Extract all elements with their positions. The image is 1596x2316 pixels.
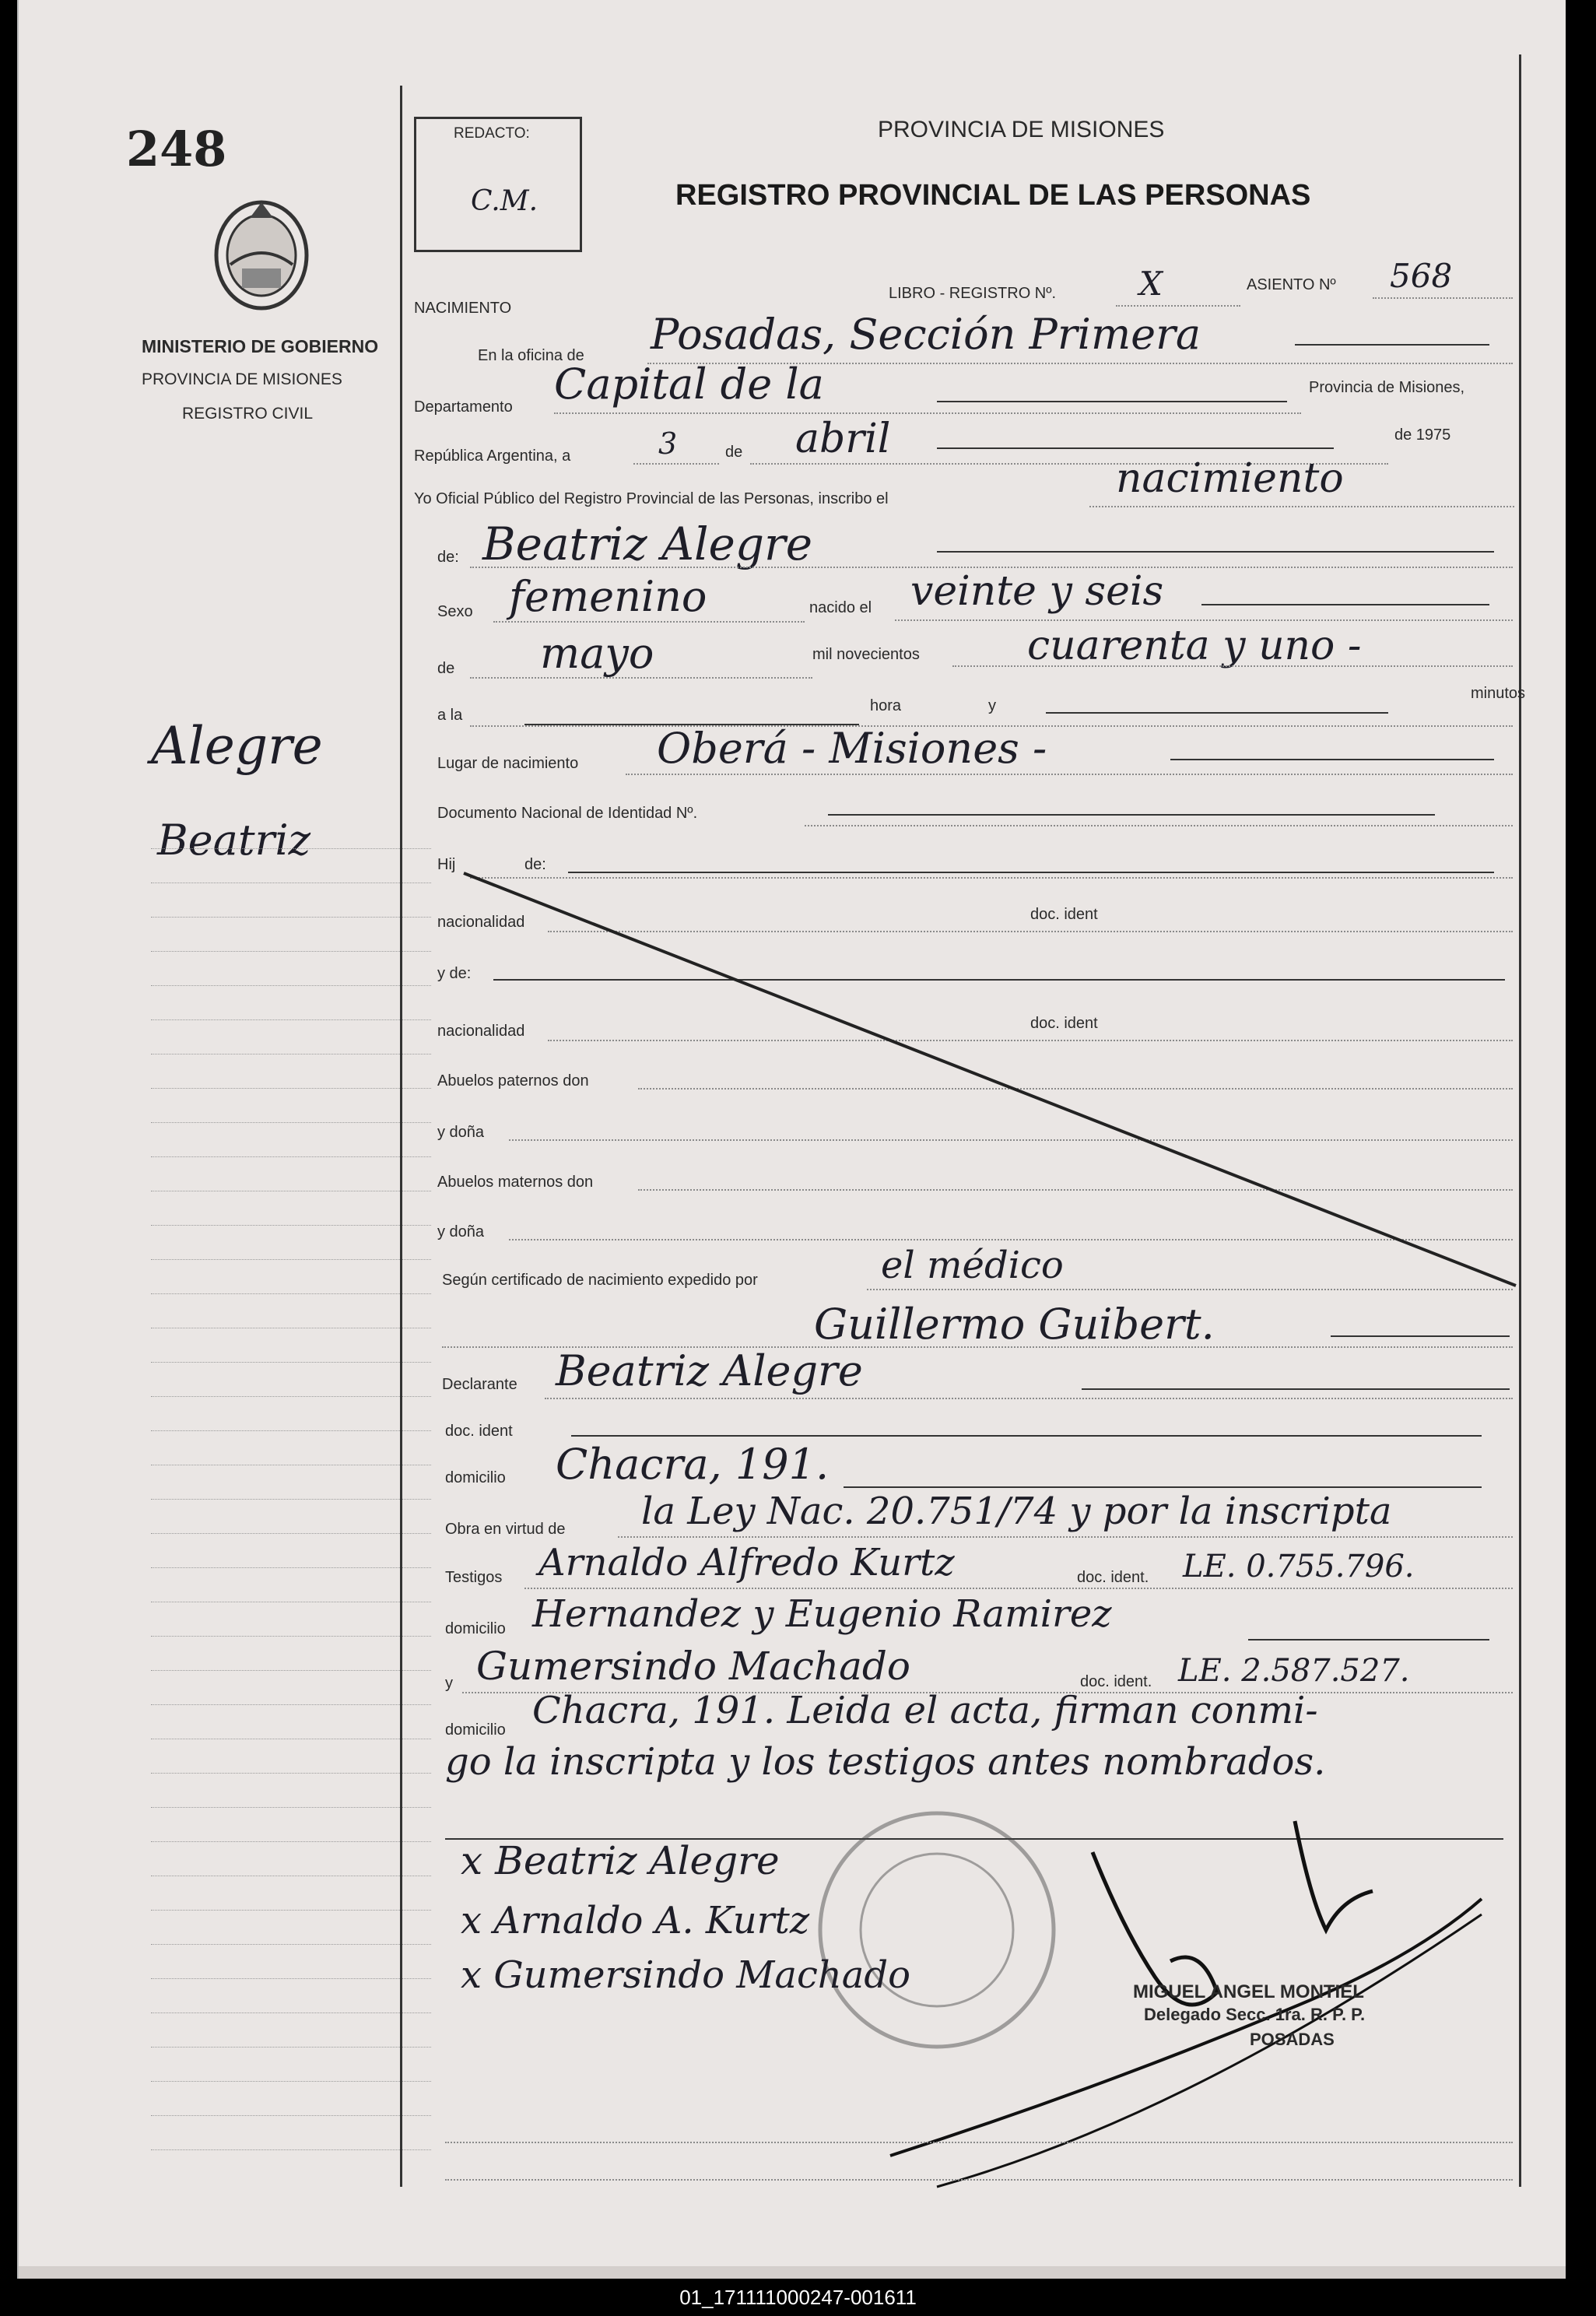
final-line-2: go la inscripta y los testigos antes nombrados. (445, 1740, 1326, 1784)
record-type: NACIMIENTO (414, 300, 512, 317)
officer-city: POSADAS (1250, 2030, 1335, 2049)
header-province: PROVINCIA DE MISIONES (878, 117, 1165, 142)
departamento-value: Capital de la (554, 360, 824, 409)
margin-surname: Alegre (151, 716, 323, 776)
de2-label: de: (437, 549, 459, 566)
asiento-label: ASIENTO Nº (1247, 276, 1336, 293)
libro-value: X (1139, 265, 1163, 303)
mil-label: mil novecientos (812, 646, 920, 663)
signature-witness-1: x Arnaldo A. Kurtz (461, 1899, 810, 1942)
province-label: PROVINCIA DE MISIONES (142, 370, 342, 388)
oficina-value: Posadas, Sección Primera (651, 310, 1201, 359)
doc-ident-2-label: doc. ident (1030, 1015, 1098, 1032)
birth-year-value: cuarenta y uno - (1027, 623, 1362, 669)
asiento-value: 568 (1390, 257, 1453, 295)
lugar-label: Lugar de nacimiento (437, 755, 579, 772)
domicilio-1-label: domicilio (445, 1469, 506, 1486)
redacto-label: REDACTO: (454, 125, 530, 142)
yo-oficial-value: nacimiento (1116, 455, 1344, 502)
officer-role: Delegado Secc. 1ra. R. P. P. (1144, 2005, 1366, 2024)
abuelos-paternos-label: Abuelos paternos don (437, 1072, 589, 1090)
name-value: Beatriz Alegre (482, 518, 813, 570)
oficina-label: En la oficina de (478, 347, 584, 364)
declarante-label: Declarante (442, 1376, 517, 1393)
signature-witness-2: x Gumersindo Machado (461, 1953, 911, 1997)
officer-name: MIGUEL ANGEL MONTIEL (1133, 1981, 1364, 2002)
month-value: abril (795, 416, 891, 462)
doc-ident-5-label: doc. ident. (1080, 1673, 1152, 1690)
y-dona-2-label: y doña (437, 1223, 485, 1240)
year-label: de 1975 (1394, 426, 1451, 444)
lugar-value: Oberá - Misiones - (657, 724, 1047, 773)
hij-label: Hij (437, 856, 456, 873)
provincia-label: Provincia de Misiones, (1309, 379, 1465, 396)
image-filename-footer: 01_171111000247-001611 (0, 2279, 1596, 2316)
y-de-label: y de: (437, 965, 472, 982)
libro-label: LIBRO - REGISTRO Nº. (889, 285, 1057, 302)
ministry-label: MINISTERIO DE GOBIERNO (142, 336, 379, 356)
final-domicilio-value: Chacra, 191. Leida el acta, firman conmi- (532, 1689, 1318, 1732)
testigo-2-doc: LE. 2.587.527. (1178, 1653, 1410, 1689)
doc-ident-1-label: doc. ident (1030, 906, 1098, 923)
nacionalidad-1-label: nacionalidad (437, 914, 525, 931)
segun-value: el médico (881, 1244, 1064, 1287)
domicilio-3-label: domicilio (445, 1721, 506, 1739)
nacionalidad-2-label: nacionalidad (437, 1023, 525, 1040)
y2-label: y (445, 1675, 453, 1692)
testigos-label: Testigos (445, 1569, 503, 1586)
yo-oficial-label: Yo Oficial Público del Registro Provincial de las Personas, inscribo el (414, 490, 889, 507)
y-label: y (988, 697, 996, 714)
domicilio-2-label: domicilio (445, 1620, 506, 1637)
hij-de-label: de: (524, 856, 546, 873)
republica-label: República Argentina, a (414, 447, 571, 465)
registry-label: REGISTRO CIVIL (182, 405, 314, 423)
folio-number: 248 (126, 121, 227, 177)
de-label: de (725, 444, 743, 461)
segun-label: Según certificado de nacimiento expedido por (442, 1272, 758, 1289)
redacto-value: C.M. (471, 185, 538, 217)
y-dona-1-label: y doña (437, 1124, 485, 1141)
day-value: 3 (658, 426, 678, 461)
doc-ident-4-label: doc. ident. (1077, 1569, 1149, 1586)
registry-page (17, 0, 1566, 2279)
page-title: REGISTRO PROVINCIAL DE LAS PERSONAS (675, 179, 1311, 212)
doc-ident-3-label: doc. ident (445, 1423, 513, 1440)
sexo-value: femenino (509, 572, 707, 621)
testigo-1-doc: LE. 0.755.796. (1183, 1549, 1415, 1584)
dni-label: Documento Nacional de Identidad Nº. (437, 805, 698, 822)
page-bottom-edge (19, 2266, 1566, 2279)
a-la-label: a la (437, 707, 463, 724)
testigo-1-name: Arnaldo Alfredo Kurtz (538, 1541, 955, 1584)
margin-name: Beatriz (157, 816, 311, 865)
nacido-label: nacido el (809, 599, 872, 616)
medico-value: Guillermo Guibert. (814, 1300, 1215, 1349)
obra-value: la Ley Nac. 20.751/74 y por la inscripta (641, 1490, 1392, 1533)
obra-label: Obra en virtud de (445, 1521, 566, 1538)
departamento-label: Departamento (414, 398, 513, 416)
testigo-1-domicilio: Hernandez y Eugenio Ramirez (532, 1592, 1112, 1636)
testigo-2-name: Gumersindo Machado (476, 1644, 911, 1689)
sexo-label: Sexo (437, 603, 473, 620)
birth-month-value: mayo (540, 629, 654, 678)
signature-declarant: x Beatriz Alegre (461, 1838, 780, 1883)
nacido-value: veinte y seis (910, 568, 1164, 615)
minutos-label: minutos (1471, 685, 1526, 702)
domicilio-1-value: Chacra, 191. (556, 1440, 830, 1489)
declarante-value: Beatriz Alegre (556, 1346, 863, 1395)
abuelos-maternos-label: Abuelos maternos don (437, 1174, 594, 1191)
hora-label: hora (870, 697, 902, 714)
de3-label: de (437, 660, 455, 677)
